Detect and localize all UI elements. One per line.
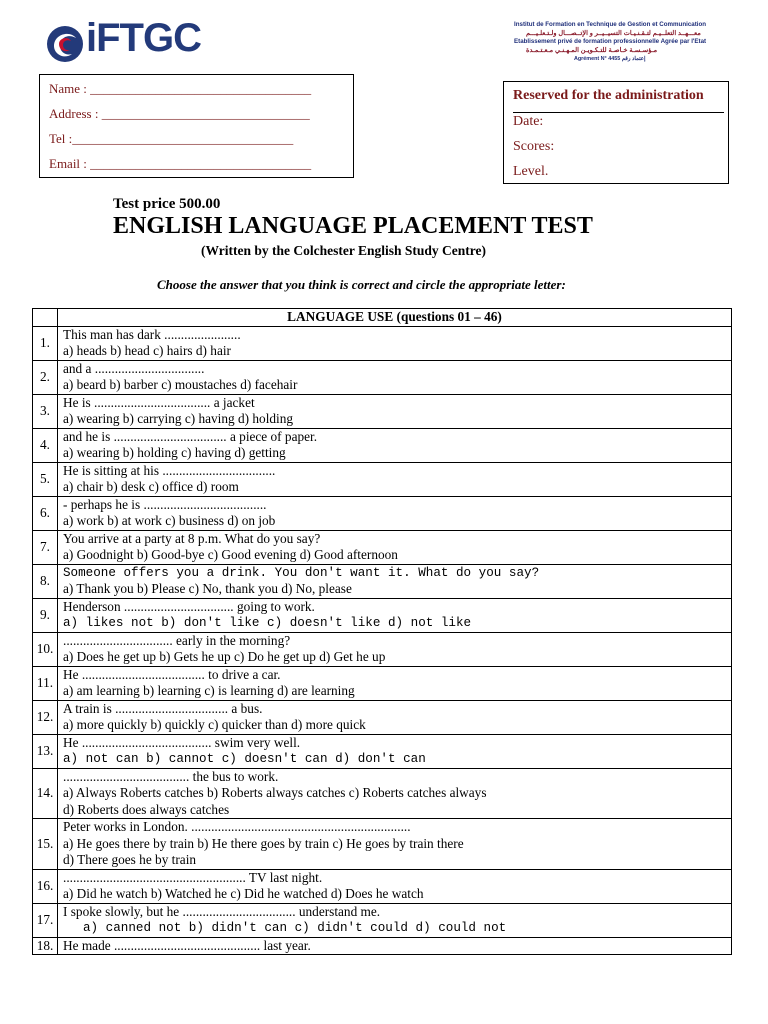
question-stem: ................................. early in the morning? xyxy=(63,632,291,648)
admin-box xyxy=(503,81,729,184)
question-cell xyxy=(58,394,732,428)
question-stem: You arrive at a party at 8 p.m. What do you say? xyxy=(63,530,321,546)
question-stem: Peter works in London. .................................................................. xyxy=(63,819,411,834)
answer-options[interactable]: a) not can b) cannot c) doesn't can d) don't can xyxy=(63,752,426,766)
question-row xyxy=(33,564,732,598)
question-stem: He ....................................... swim very well. xyxy=(63,734,301,750)
question-stem: He made ............................................ last year. xyxy=(63,937,311,953)
page-subtitle: (Written by the Colchester English Study Centre) xyxy=(201,243,486,258)
answer-options[interactable]: a) beard b) barber c) moustaches d) facehair xyxy=(63,377,298,392)
question-cell xyxy=(58,326,732,360)
admin-title: Reserved for the administration xyxy=(513,88,704,103)
question-number: 12. xyxy=(33,700,58,734)
question-cell xyxy=(58,937,732,955)
answer-options[interactable]: a) He goes there by train b) He there goes by train c) He goes by train there xyxy=(63,835,464,851)
question-cell xyxy=(58,734,732,768)
logo-swirl-icon xyxy=(44,22,88,66)
question-row xyxy=(33,496,732,530)
question-stem: and he is .................................. a piece of paper. xyxy=(63,428,318,444)
answer-options[interactable]: a) Does he get up b) Gets he up c) Do he get up d) Get he up xyxy=(63,649,386,664)
question-cell xyxy=(58,598,732,632)
question-row xyxy=(33,428,732,462)
question-cell xyxy=(58,632,732,666)
question-number: 11. xyxy=(33,666,58,700)
question-row xyxy=(33,700,732,734)
answer-options[interactable]: a) wearing b) holding c) having d) getting xyxy=(63,445,286,460)
question-cell xyxy=(58,700,732,734)
answer-options[interactable]: a) canned not b) didn't can c) didn't could d) could not xyxy=(83,921,507,935)
instructions: Choose the answer that you think is correct and circle the appropriate letter: xyxy=(157,277,566,292)
question-row xyxy=(33,937,732,955)
question-stem: He is ................................... a jacket xyxy=(63,394,255,410)
tel-field[interactable]: Tel :__________________________________ xyxy=(49,131,294,146)
question-cell xyxy=(58,496,732,530)
question-row xyxy=(33,598,732,632)
question-number: 18. xyxy=(33,937,58,955)
question-cell xyxy=(58,564,732,598)
question-row xyxy=(33,819,732,870)
answer-options[interactable]: a) am learning b) learning c) is learning d) are learning xyxy=(63,683,355,698)
institute-status-ar: مـؤسـسـة خـاصـة للتـكـويـن المـهـنـي مـعـتـمـدة xyxy=(526,46,658,54)
question-row xyxy=(33,734,732,768)
questions-table xyxy=(32,308,732,955)
question-number: 6. xyxy=(33,496,58,530)
question-row xyxy=(33,394,732,428)
question-row xyxy=(33,869,732,903)
institute-status-fr: Etablissement privé de formation professionnelle Agrée par l'Etat xyxy=(514,38,707,46)
institute-header xyxy=(514,21,738,64)
question-stem: and a ................................. xyxy=(63,360,205,376)
question-cell xyxy=(58,903,732,937)
question-row xyxy=(33,360,732,394)
question-stem: I spoke slowly, but he .................................. understand me. xyxy=(63,903,381,919)
question-number: 3. xyxy=(33,394,58,428)
section-num-cell xyxy=(33,309,58,327)
question-cell xyxy=(58,819,732,870)
answer-options[interactable]: a) Goodnight b) Good-bye c) Good evening d) Good afternoon xyxy=(63,547,398,562)
page-title: ENGLISH LANGUAGE PLACEMENT TEST xyxy=(113,213,593,239)
section-header-row xyxy=(33,309,732,327)
answer-options[interactable]: a) heads b) head c) hairs d) hair xyxy=(63,343,231,358)
question-number: 15. xyxy=(33,819,58,870)
question-stem: - perhaps he is ..................................... xyxy=(63,496,267,512)
email-field[interactable]: Email : __________________________________ xyxy=(49,156,312,171)
iftgc-logo xyxy=(44,16,204,66)
question-cell xyxy=(58,530,732,564)
question-cell xyxy=(58,360,732,394)
section-title: LANGUAGE USE (questions 01 – 46) xyxy=(58,309,732,327)
question-stem: This man has dark ....................... xyxy=(63,326,241,342)
question-number: 2. xyxy=(33,360,58,394)
question-row xyxy=(33,666,732,700)
question-stem: Someone offers you a drink. You don't want it. What do you say? xyxy=(63,565,540,580)
answer-options[interactable]: d) There goes he by train xyxy=(63,852,197,867)
question-cell xyxy=(58,428,732,462)
admin-date: Date: xyxy=(513,114,544,129)
candidate-info-box xyxy=(39,74,354,178)
answer-options[interactable]: a) Always Roberts catches b) Roberts always catches c) Roberts catches always xyxy=(63,785,487,800)
question-number: 8. xyxy=(33,564,58,598)
answer-options[interactable]: a) work b) at work c) business d) on job xyxy=(63,513,276,528)
institute-name-fr: Institut de Formation en Technique de Gestion et Communication xyxy=(514,21,707,28)
institute-name-ar: معـــهــد التعلــيـم لتـقـنـيـات التسيــيــر و الإتــصـــال ولـتـعلـيـــم xyxy=(526,29,701,37)
question-stem: He is sitting at his .................................. xyxy=(63,462,276,478)
question-stem: A train is .................................. a bus. xyxy=(63,700,263,716)
question-cell xyxy=(58,869,732,903)
admin-level: Level. xyxy=(513,164,549,179)
question-cell xyxy=(58,666,732,700)
test-price: Test price 500.00 xyxy=(113,196,221,212)
question-stem: He ..................................... to drive a car. xyxy=(63,666,281,682)
question-row xyxy=(33,903,732,937)
question-row xyxy=(33,768,732,819)
question-number: 10. xyxy=(33,632,58,666)
admin-scores: Scores: xyxy=(513,139,555,154)
answer-options[interactable]: a) more quickly b) quickly c) quicker than d) more quick xyxy=(63,717,366,732)
question-number: 4. xyxy=(33,428,58,462)
question-number: 1. xyxy=(33,326,58,360)
question-number: 7. xyxy=(33,530,58,564)
question-number: 17. xyxy=(33,903,58,937)
answer-options[interactable]: d) Roberts does always catches xyxy=(63,801,230,817)
answer-options[interactable]: a) chair b) desk c) office d) room xyxy=(63,479,239,494)
question-row xyxy=(33,632,732,666)
question-number: 13. xyxy=(33,734,58,768)
name-field[interactable]: Name : __________________________________ xyxy=(49,81,312,96)
question-cell xyxy=(58,462,732,496)
answer-options[interactable]: a) Thank you b) Please c) No, thank you d) No, please xyxy=(63,581,352,596)
question-stem: ...................................... the bus to work. xyxy=(63,768,279,784)
answer-options[interactable]: a) wearing b) carrying c) having d) holding xyxy=(63,411,294,426)
answer-options[interactable]: a) likes not b) don't like c) doesn't like d) not like xyxy=(63,616,472,630)
question-row xyxy=(33,462,732,496)
question-number: 9. xyxy=(33,598,58,632)
question-number: 16. xyxy=(33,869,58,903)
question-number: 14. xyxy=(33,768,58,819)
answer-options[interactable]: a) Did he watch b) Watched he c) Did he watched d) Does he watch xyxy=(63,886,424,901)
question-row xyxy=(33,530,732,564)
agreement-number: Agrément N° 4455 إعتماد رقم xyxy=(574,56,646,63)
question-cell xyxy=(58,768,732,819)
question-stem: Henderson ................................. going to work. xyxy=(63,598,315,614)
address-field[interactable]: Address : ________________________________ xyxy=(49,106,310,121)
admin-divider xyxy=(513,112,724,113)
logo-wordmark: iFTGC xyxy=(86,16,201,60)
question-row xyxy=(33,326,732,360)
question-stem: ....................................................... TV last night. xyxy=(63,869,323,885)
question-number: 5. xyxy=(33,462,58,496)
